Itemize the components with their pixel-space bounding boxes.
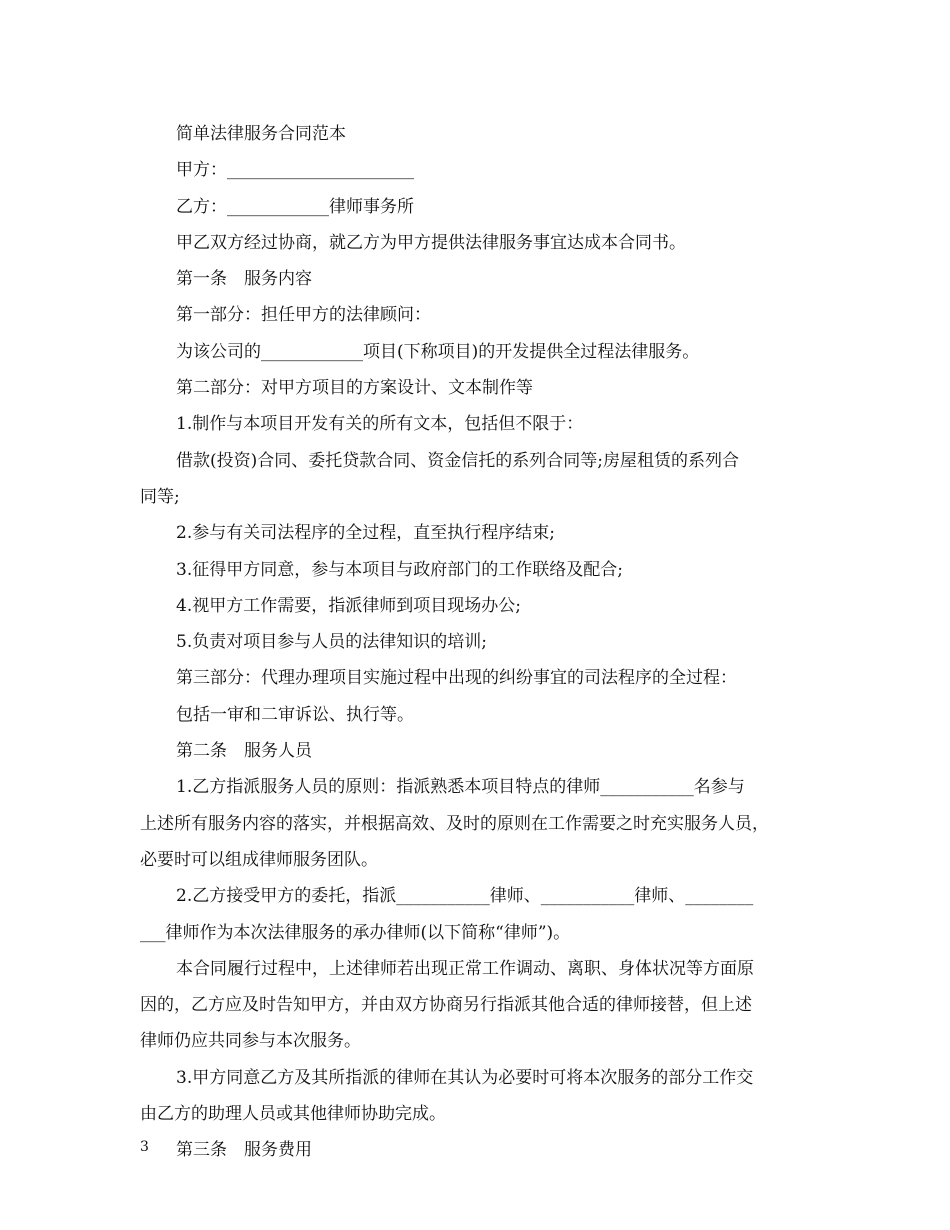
text-line: ___律师作为本次法律服务的承办律师(以下简称“律师”)。 <box>140 922 571 943</box>
text-line: 由乙方的助理人员或其他律师协助完成。 <box>140 1104 446 1125</box>
text-line: 本合同履行过程中，上述律师若出现正常工作调动、离职、身体状况等方面原 <box>176 958 754 979</box>
text-line: 借款(投资)合同、委托贷款合同、资金信托的系列合同等;房屋租赁的系列合 <box>176 450 739 471</box>
text-line: 2.乙方接受甲方的委托，指派___________律师、___________律师、________ <box>176 886 754 907</box>
text-line: 因的，乙方应及时告知甲方，并由双方协商另行指派其他合适的律师接替，但上述 <box>140 995 752 1016</box>
text-line: 第二部分：对甲方项目的方案设计、文本制作等 <box>176 378 533 399</box>
text-line: 简单法律服务合同范本 <box>176 124 346 144</box>
text-line: 第一部分：担任甲方的法律顾问： <box>176 305 431 326</box>
text-line: 第一条 服务内容 <box>176 269 312 290</box>
text-line: 必要时可以组成律师服务团队。 <box>140 849 378 870</box>
text-line: 4.视甲方工作需要，指派律师到项目现场办公; <box>176 595 521 616</box>
text-line: 包括一审和二审诉讼、执行等。 <box>176 704 414 725</box>
text-line: 第三条 服务费用 <box>176 1140 312 1161</box>
text-line: 1.制作与本项目开发有关的所有文本，包括但不限于： <box>176 414 584 435</box>
text-line: 2.参与有关司法程序的全过程，直至执行程序结束; <box>176 523 555 544</box>
text-line: 5.负责对项目参与人员的法律知识的培训; <box>176 632 487 653</box>
text-line: 3.征得甲方同意，参与本项目与政府部门的工作联络及配合; <box>176 559 623 580</box>
page-number: 3 <box>140 1139 149 1155</box>
text-line: 为该公司的____________项目(下称项目)的开发提供全过程法律服务。 <box>176 341 700 362</box>
text-line: 第三部分：代理办理项目实施过程中出现的纠纷事宜的司法程序的全过程： <box>176 668 737 689</box>
text-line: 第二条 服务人员 <box>176 741 312 762</box>
text-line: 律师仍应共同参与本次服务。 <box>140 1031 361 1052</box>
text-line: 上述所有服务内容的落实，并根据高效、及时的原则在工作需要之时充实服务人员， <box>140 813 769 834</box>
text-line: 1.乙方指派服务人员的原则：指派熟悉本项目特点的律师___________名参与 <box>176 777 745 798</box>
text-line: 3.甲方同意乙方及其所指派的律师在其认为必要时可将本次服务的部分工作交 <box>176 1067 754 1088</box>
document-body <box>140 116 810 1169</box>
text-line: 乙方：____________律师事务所 <box>176 196 414 217</box>
text-line: 同等; <box>140 486 180 507</box>
text-line: 甲乙双方经过协商，就乙方为甲方提供法律服务事宜达成本合同书。 <box>176 232 686 253</box>
text-line: 甲方：______________________ <box>176 160 414 181</box>
